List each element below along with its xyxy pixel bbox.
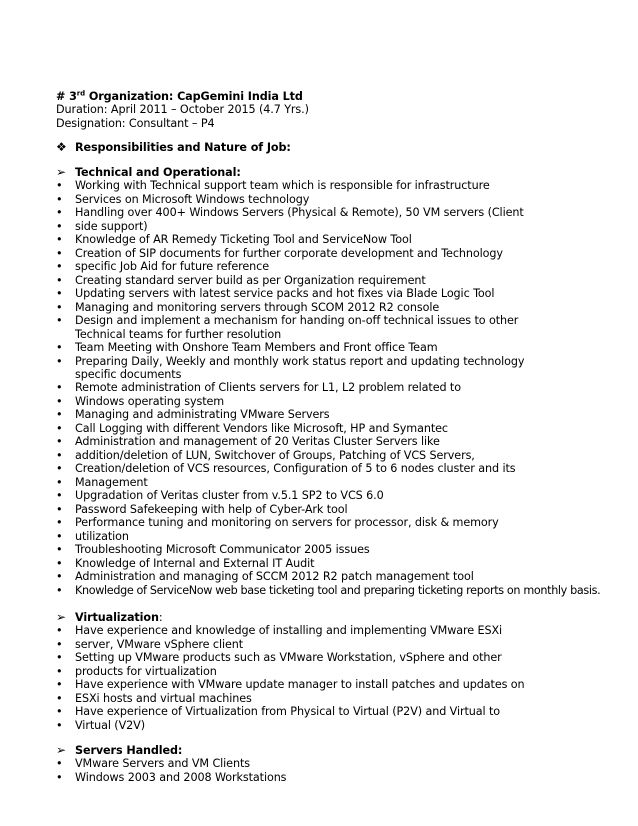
bullet-icon: • bbox=[56, 462, 63, 475]
bullet-icon: • bbox=[56, 287, 63, 300]
bullet-icon: • bbox=[56, 449, 63, 462]
bullet-icon: • bbox=[56, 341, 63, 354]
bullet-icon: • bbox=[56, 719, 63, 732]
bullet-icon: • bbox=[56, 757, 63, 770]
bullet-icon: • bbox=[56, 301, 63, 314]
bullet-icon: • bbox=[56, 503, 63, 516]
bullet-icon: • bbox=[56, 476, 63, 489]
bullet-icon: • bbox=[56, 530, 63, 543]
org-number: # 3 bbox=[56, 90, 77, 103]
bullet-icon: • bbox=[56, 435, 63, 448]
bullet-icon: • bbox=[56, 395, 63, 408]
responsibilities-label: Responsibilities and Nature of Job: bbox=[75, 141, 291, 154]
bullet-icon: • bbox=[56, 206, 63, 219]
org-heading bbox=[56, 90, 303, 104]
bullet-icon: • bbox=[56, 408, 63, 421]
org-number-suffix: rd bbox=[76, 89, 86, 98]
section-title-suffix: : bbox=[158, 611, 163, 624]
bullet-icon: • bbox=[56, 692, 63, 705]
bullet-icon: • bbox=[56, 543, 63, 556]
org-designation: Designation: Consultant – P4 bbox=[56, 117, 215, 130]
section-title: Virtualization bbox=[75, 611, 159, 624]
list-item-continuation: Technical teams for further resolution bbox=[75, 328, 282, 341]
bullet-icon: • bbox=[56, 665, 63, 678]
bullet-icon: • bbox=[56, 274, 63, 287]
bullet-icon: • bbox=[56, 422, 63, 435]
arrow-bullet-icon: ➢ bbox=[56, 743, 66, 757]
section-title: Technical and Operational: bbox=[75, 166, 241, 179]
bullet-icon: • bbox=[56, 584, 63, 597]
org-duration: Duration: April 2011 – October 2015 (4.7 Yrs.) bbox=[56, 103, 309, 116]
bullet-icon: • bbox=[56, 260, 63, 273]
bullet-icon: • bbox=[56, 516, 63, 529]
bullet-icon: • bbox=[56, 678, 63, 691]
document-page: # 3rd Organization: CapGemini India Ltd Duration: April 2011 – October 2015 (4.7 Yrs.) Designation: Consultant – P4 ❖ Responsibilities and Nature of Job: ➢ Technical and Operational: • Working with Technical support team which is responsible for infrastructure • Services on Microsoft Windows technology • Handling over 400+ Windows Servers (Physical & Remote), 50 VM servers (Client • side support) • Knowledge of AR Remedy Ticketing Tool and ServiceNow Tool • Creation of SIP documents for further corporate development and Technology • specific Job Aid for future reference • Creating standard server build as per Organization requirement • Updating servers with latest service packs and hot fixes via Blade Logic Tool • Managing and monitoring servers through SCOM 2012 R2 console • Design and implement a mechanism for handing on-off technical issues to other Technical teams for further resolution • Team Meeting with Onshore Team Members and Front office Team • Preparing Daily, Weekly and monthly work status report and updating technology specific documents • Remote administration of Clients servers for L1, L2 problem related to • Windows operating system • Managing and administrating VMware Servers • Call Logging with different Vendors like Microsoft, HP and Symantec • Administration and management of 20 Veritas Cluster Servers like • addition/deletion of LUN, Switchover of Groups, Patching of VCS Servers, • Creation/deletion of VCS resources, Configuration of 5 to 6 nodes cluster and its • Management • Upgradation of Veritas cluster from v.5.1 SP2 to VCS 6.0 • Password Safekeeping with help of Cyber-Ark tool • Performance tuning and monitoring on servers for processor, disk & memory • utilization • Troubleshooting Microsoft Communicator 2005 issues • Knowledge of Internal and External IT Audit • Administration and managing of SCCM 2012 R2 patch management tool • Knowledge of ServiceNow web base ticketing tool and preparing ticketing reports on monthly basis. ➢ Virtualization: • Have experience and knowledge of installing and implementing VMware ESXi • server, VMware vSphere client • Setting up VMware products such as VMware Workstation, vSphere and other • products for virtualization • Have experience with VMware update manager to install patches and updates on • ESXi hosts and virtual machines • Have experience of Virtualization from Physical to Virtual (P2V) and Virtual to • Virtual (V2V) ➢ Servers Handled: • VMware Servers and VM Clients • Windows 2003 and 2008 Workstations bbox=[56, 89, 601, 784]
list-item-continuation: specific documents bbox=[75, 368, 182, 381]
bullet-icon: • bbox=[56, 247, 63, 260]
bullet-icon: • bbox=[56, 193, 63, 206]
bullet-icon: • bbox=[56, 705, 63, 718]
bullet-icon: • bbox=[56, 771, 63, 784]
bullet-icon: • bbox=[56, 355, 63, 368]
arrow-bullet-icon: ➢ bbox=[56, 610, 66, 624]
section-title: Servers Handled: bbox=[75, 744, 183, 757]
bullet-icon: • bbox=[56, 233, 63, 246]
bullet-icon: • bbox=[56, 638, 63, 651]
arrow-bullet-icon: ➢ bbox=[56, 165, 66, 179]
bullet-icon: • bbox=[56, 220, 63, 233]
bullet-icon: • bbox=[56, 557, 63, 570]
bullet-icon: • bbox=[56, 381, 63, 394]
bullet-icon: • bbox=[56, 489, 63, 502]
bullet-icon: • bbox=[56, 314, 63, 327]
org-title: Organization: CapGemini India Ltd bbox=[85, 90, 303, 103]
diamond-bullet-icon: ❖ bbox=[56, 140, 67, 154]
bullet-icon: • bbox=[56, 651, 63, 664]
bullet-icon: • bbox=[56, 570, 63, 583]
bullet-icon: • bbox=[56, 179, 63, 192]
bullet-icon: • bbox=[56, 624, 63, 637]
